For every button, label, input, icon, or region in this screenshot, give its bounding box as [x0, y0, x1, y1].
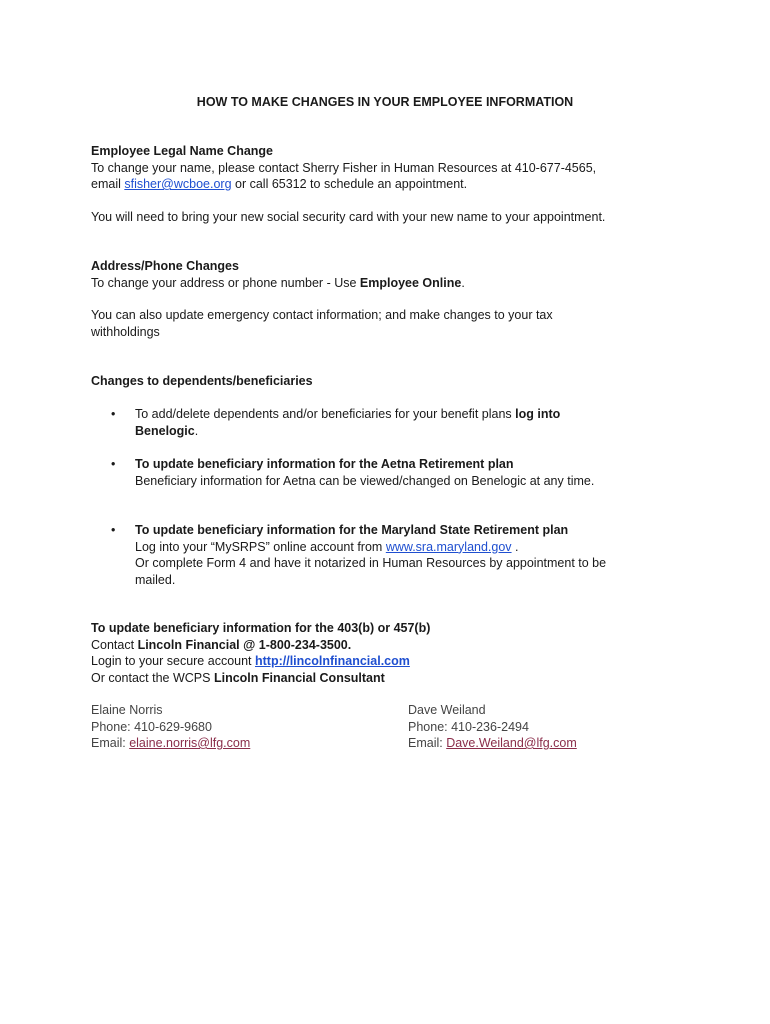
deferred-contact-pre: Contact [91, 637, 138, 652]
deferred-login [91, 653, 691, 670]
consultant-email-line [91, 735, 391, 752]
lincoln-phone: Lincoln Financial @ 1-800-234-3500. [137, 637, 352, 652]
consultant-card [408, 702, 708, 752]
maryland-line3: mailed. [135, 572, 176, 587]
consultant-email-link[interactable]: Dave.Weiland@lfg.com [446, 736, 577, 750]
legal-name-line2-post: or call 65312 to schedule an appointment. [231, 177, 468, 191]
address-line-post: . [461, 275, 465, 290]
lincoln-link[interactable]: http://lincolnfinancial.com [255, 654, 410, 668]
legal-name-line2 [91, 176, 691, 193]
consultant-phone: Phone: 410-236-2494 [408, 719, 529, 734]
deferred-or-pre: Or contact the WCPS [91, 670, 214, 685]
consultant-email-label: Email: [408, 736, 447, 750]
deferred-login-pre: Login to your secure account [91, 654, 255, 668]
item1-line1-pre: To add/delete dependents and/or beneficiaries for your benefit plans [135, 407, 516, 421]
bullet-icon: • [111, 457, 116, 471]
consultant-email-line [408, 735, 708, 752]
address-section [91, 258, 691, 291]
consultant-card [91, 702, 391, 752]
item1-line1 [135, 406, 680, 423]
consultant-name: Elaine Norris [91, 703, 163, 717]
legal-name-note: You will need to bring your new social security card with your new name to your appointment. [91, 210, 606, 224]
address-note [91, 307, 691, 340]
employee-online-label: Employee Online [359, 275, 462, 290]
address-line [91, 275, 691, 292]
deferred-contact [91, 637, 691, 654]
hr-email-link[interactable]: sfisher@wcboe.org [124, 177, 232, 191]
consultant-phone: Phone: 410-629-9680 [91, 719, 212, 734]
maryland-line2: Or complete Form 4 and have it notarized in Human Resources by appointment to be [135, 556, 607, 570]
address-heading: Address/Phone Changes [91, 259, 239, 273]
legal-name-line1: To change your name, please contact Sherry Fisher in Human Resources at 410-677-4565, [91, 160, 597, 175]
address-line-pre: To change your address or phone number - Use [91, 275, 360, 290]
deferred-heading: To update beneficiary information for the 403(b) or 457(b) [91, 621, 431, 635]
bullet-icon: • [111, 407, 116, 421]
consultant-name: Dave Weiland [408, 703, 486, 717]
aetna-heading: To update beneficiary information for the Aetna Retirement plan [135, 457, 514, 471]
aetna-text: Beneficiary information for Aetna can be viewed/changed on Benelogic at any time. [135, 473, 595, 488]
sra-maryland-link[interactable]: www.sra.maryland.gov [385, 539, 512, 554]
benelogic-label: Benelogic [135, 423, 195, 438]
page-title: HOW TO MAKE CHANGES IN YOUR EMPLOYEE INFORMATION [196, 95, 574, 109]
item1-line2-post: . [194, 423, 199, 438]
dependents-heading: Changes to dependents/beneficiaries [91, 374, 313, 388]
consultant-email-link[interactable]: elaine.norris@lfg.com [129, 736, 251, 750]
maryland-line1 [135, 539, 680, 556]
bullet-icon: • [111, 523, 116, 537]
deferred-or [91, 670, 691, 687]
deferred-section [91, 620, 691, 686]
legal-name-line2-pre: email [91, 177, 125, 191]
item1-line1-bold: log into [515, 407, 561, 421]
maryland-line1-pre: Log into your “MySRPS” online account from [135, 539, 386, 554]
address-note-line1: You can also update emergency contact information; and make changes to your tax [91, 308, 553, 322]
address-note-line2: withholdings [91, 324, 160, 339]
legal-name-section [91, 143, 691, 193]
maryland-line1-post: . [511, 539, 519, 554]
maryland-heading: To update beneficiary information for the Maryland State Retirement plan [135, 523, 569, 537]
consultant-email-label: Email: [91, 736, 130, 750]
legal-name-heading: Employee Legal Name Change [91, 144, 274, 158]
lincoln-consultant-label: Lincoln Financial Consultant [213, 670, 385, 685]
item1-line2 [135, 423, 680, 440]
